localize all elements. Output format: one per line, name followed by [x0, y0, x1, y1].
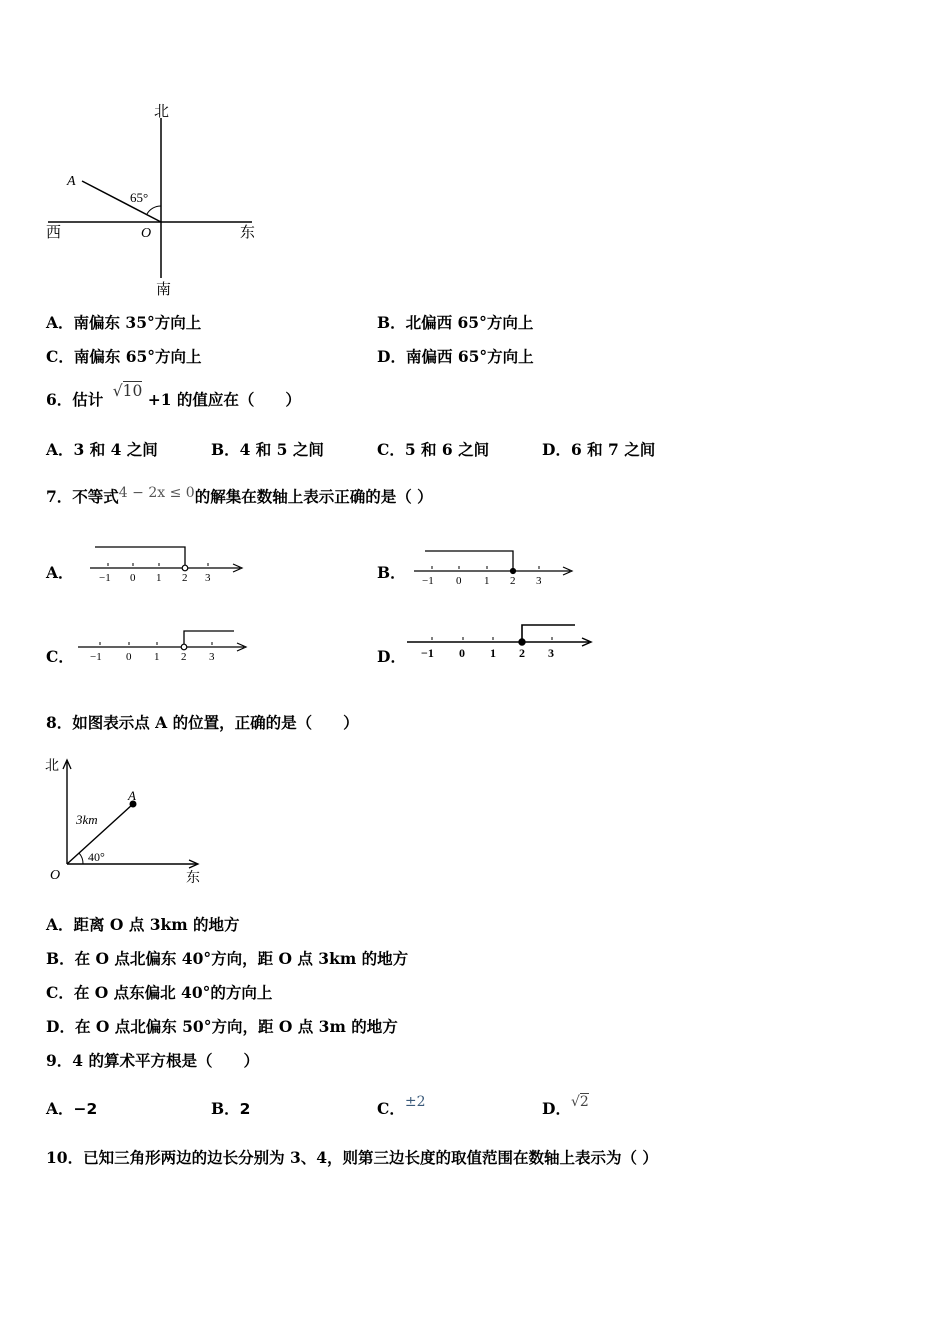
q6-suffix: +1 的值应在（ ）	[147, 390, 301, 409]
west-label: 西	[46, 225, 62, 241]
q6-stem	[46, 382, 301, 410]
q8-option-d	[46, 1015, 398, 1037]
tick-label: 0	[456, 575, 462, 587]
option-text: ±2	[404, 1094, 426, 1110]
angle-label: 65°	[130, 190, 149, 205]
q6-option-c	[377, 438, 489, 460]
angle-arc	[147, 206, 161, 214]
q7-suffix: 的解集在数轴上表示正确的是（ ）	[194, 487, 433, 506]
option-letter: D．	[377, 347, 406, 366]
tick-label: 0	[126, 651, 132, 663]
q6-option-d	[542, 438, 655, 460]
q5-option-b	[377, 311, 533, 333]
q7-stem	[46, 485, 433, 507]
option-text: 南偏东 65°方向上	[73, 347, 202, 366]
east-label: 东	[240, 225, 256, 241]
option-text: 在 O 点北偏东 40°方向，距 O 点 3km 的地方	[74, 949, 409, 968]
option-text: 在 O 点东偏北 40°的方向上	[73, 983, 273, 1002]
point-a-label: A	[128, 788, 136, 803]
tick-label: 2	[182, 572, 188, 584]
south-label: 南	[156, 282, 172, 298]
tick-label: −1	[90, 651, 102, 663]
q5-option-a	[46, 311, 201, 333]
q7-prefix: 7．不等式	[46, 487, 119, 506]
q8-option-c	[46, 981, 272, 1003]
option-letter: A．	[46, 915, 74, 934]
tick-label: −1	[422, 575, 434, 587]
tick-label: 1	[156, 572, 162, 584]
option-letter: A．	[46, 440, 74, 459]
q5-option-d	[377, 345, 534, 367]
q7-option-a-letter: A．	[46, 563, 74, 582]
tick-label: 3	[205, 572, 211, 584]
tick-label: −1	[99, 572, 111, 584]
option-letter: B．	[211, 440, 240, 459]
q10-stem: 10．已知三角形两边的边长分别为 3、4，则第三边长度的取值范围在数轴上表示为（ ）	[46, 1148, 658, 1167]
q9-option-a	[46, 1097, 97, 1119]
sqrt-radicand: 2	[579, 1094, 589, 1110]
option-letter: B．	[46, 949, 75, 968]
number-line-c	[76, 626, 254, 666]
north-label: 北	[45, 759, 59, 774]
q7-option-c-letter: C．	[46, 647, 74, 666]
tick-label: 0	[130, 572, 136, 584]
option-text: 3 和 4 之间	[73, 440, 158, 459]
q6-prefix: 6．估计	[46, 390, 104, 409]
option-letter: A．	[46, 313, 74, 332]
origin-label: O	[50, 868, 61, 883]
tick-label: 2	[510, 575, 516, 587]
east-label: 东	[186, 871, 200, 886]
tick-label: 2	[181, 651, 187, 663]
angle-label: 40°	[88, 850, 105, 864]
option-letter: B．	[377, 313, 406, 332]
option-letter: C．	[46, 347, 74, 366]
option-text: 南偏东 35°方向上	[73, 313, 202, 332]
option-text: 在 O 点北偏东 50°方向，距 O 点 3m 的地方	[74, 1017, 398, 1036]
tick-label: 3	[536, 575, 542, 587]
tick-label: 1	[484, 575, 490, 587]
q6-option-b	[211, 438, 324, 460]
option-letter: C．	[377, 1099, 405, 1118]
north-label: 北	[154, 104, 170, 120]
tick-label: 3	[209, 651, 215, 663]
compass-figure	[40, 98, 270, 303]
point-a-label: A	[67, 174, 76, 189]
q7-option-d-letter: D．	[377, 647, 406, 666]
q6-option-a	[46, 438, 158, 460]
number-line-b	[412, 545, 580, 587]
tick-label: 1	[154, 651, 160, 663]
tick-label: 3	[548, 646, 554, 660]
q5-option-c	[46, 345, 202, 367]
option-letter: D．	[542, 440, 571, 459]
q9-stem: 9．4 的算术平方根是（ ）	[46, 1051, 259, 1070]
option-text: 5 和 6 之间	[404, 440, 490, 459]
tick-label: 0	[459, 646, 465, 660]
option-text: 北偏西 65°方向上	[405, 313, 534, 332]
q7-option-b-letter: B．	[377, 563, 406, 582]
q9-option-c	[377, 1094, 426, 1119]
option-letter: A．	[46, 1099, 74, 1118]
distance-label: 3km	[76, 812, 98, 827]
q8-stem: 8．如图表示点 A 的位置，正确的是（ ）	[46, 713, 359, 732]
option-letter: B．	[211, 1099, 240, 1118]
option-letter: C．	[377, 440, 405, 459]
tick-label: 1	[490, 646, 496, 660]
sqrt-radicand: 10	[122, 382, 143, 400]
option-text: 6 和 7 之间	[570, 440, 656, 459]
q8-option-b	[46, 947, 408, 969]
q7-formula: 4 − 2x ≤ 0	[118, 485, 195, 501]
option-text: 4 和 5 之间	[239, 440, 324, 459]
option-letter: D．	[542, 1099, 571, 1118]
sqrt-2: √2	[570, 1094, 589, 1110]
option-letter: D．	[46, 1017, 75, 1036]
option-letter: C．	[46, 983, 74, 1002]
tick-label: 2	[519, 646, 525, 660]
q8-option-a	[46, 913, 240, 935]
number-line-d	[405, 618, 597, 664]
option-text: 南偏西 65°方向上	[405, 347, 534, 366]
sqrt-10: √10	[112, 382, 143, 400]
option-text: 距离 O 点 3km 的地方	[73, 915, 240, 934]
origin-label: O	[141, 226, 152, 241]
option-text: −2	[73, 1100, 98, 1118]
q9-option-d	[542, 1094, 589, 1119]
q9-option-b	[211, 1097, 250, 1119]
position-figure	[42, 752, 212, 887]
option-text: 2	[239, 1100, 251, 1118]
ray-oa	[82, 181, 161, 222]
number-line-a	[88, 543, 248, 585]
tick-label: −1	[421, 646, 434, 660]
